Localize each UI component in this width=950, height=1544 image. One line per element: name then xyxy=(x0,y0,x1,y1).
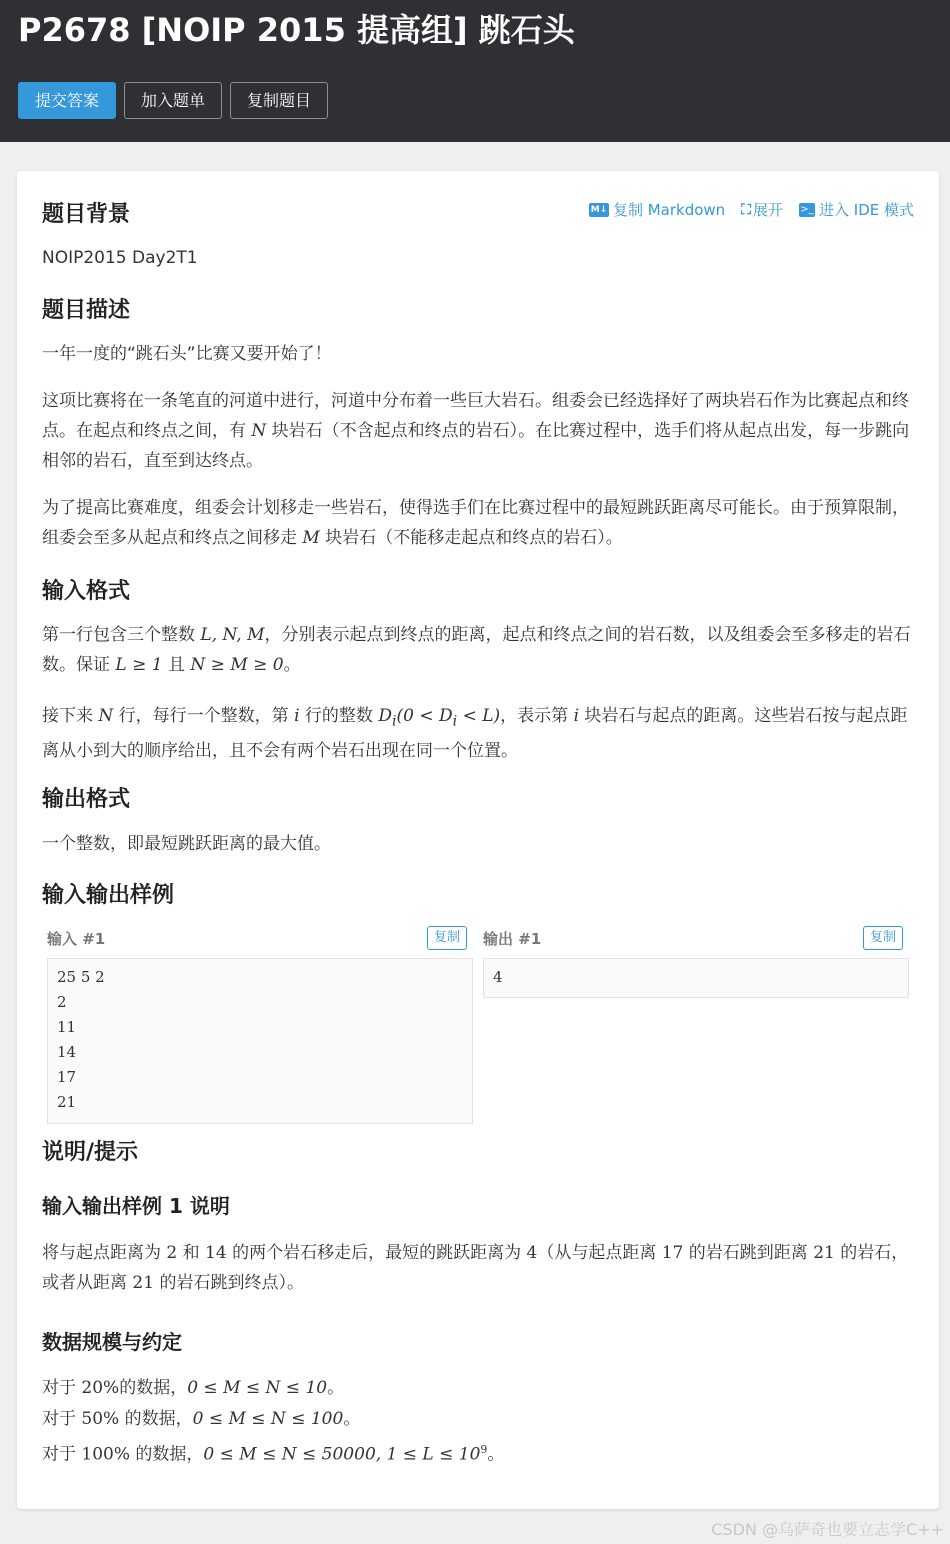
action-bar xyxy=(18,82,932,119)
input-format-heading: 输入格式 xyxy=(42,579,131,604)
sample-output-box[interactable]: 4 xyxy=(483,958,909,998)
data-scale-line-2: 对于 50% 的数据，0 ≤ M ≤ N ≤ 100。 xyxy=(42,1409,361,1429)
samples-heading: 输入输出样例 xyxy=(42,883,175,908)
sample-input-box[interactable]: 25 5 2 2 11 14 17 21 xyxy=(47,958,473,1124)
ide-mode-link[interactable] xyxy=(799,199,914,220)
output-format-text: 一个整数，即最短跳跃距离的最大值。 xyxy=(42,834,331,854)
data-scale-heading: 数据规模与约定 xyxy=(42,1330,182,1354)
watermark: CSDN @乌萨奇也要立志学C++ xyxy=(711,1520,944,1539)
description-p1: 一年一度的“跳石头”比赛又要开始了！ xyxy=(42,344,332,364)
description-heading: 题目描述 xyxy=(42,298,131,323)
expand-label: 展开 xyxy=(752,201,783,219)
input-format-p2: 接下来 N 行，每行一个整数，第 i 行的整数 $D_i(0 < D_i < L)$，表示第 i 块岩石与起点的距离。这些岩石按与起点距离从小到大的顺序给出，且不会有两个岩石出现在同一个位置。 xyxy=(42,706,908,762)
background-heading: 题目背景 xyxy=(42,202,131,227)
markdown-icon: M↓ xyxy=(590,204,608,215)
copy-markdown-label: 复制 Markdown xyxy=(612,201,726,219)
expand-link[interactable] xyxy=(741,199,783,220)
problem-toolbar xyxy=(589,199,914,220)
expand-icon: ⛶ xyxy=(741,201,749,218)
hint-heading: 说明/提示 xyxy=(42,1140,139,1165)
hint-sample-explanation-heading: 输入输出样例 1 说明 xyxy=(42,1194,230,1218)
add-to-list-button[interactable]: 加入题单 xyxy=(124,82,222,119)
copy-input-button[interactable]: 复制 xyxy=(427,926,467,950)
problem-header xyxy=(0,0,950,142)
copy-problem-button[interactable]: 复制题目 xyxy=(230,82,328,119)
sample-input-label: 输入 #1 xyxy=(47,930,106,948)
data-scale-line-1: 对于 20%的数据，0 ≤ M ≤ N ≤ 10。 xyxy=(42,1378,345,1398)
hint-sample-explanation-text: 将与起点距离为 2 和 14 的两个岩石移走后，最短的跳跃距离为 4（从与起点距离 17 的岩石跳到距离 21 的岩石，或者从距离 21 的岩石跳到终点）。 xyxy=(42,1243,909,1293)
data-scale-line-3: 对于 100% 的数据，0 ≤ M ≤ N ≤ 50000, $1 \le L \le 10^9$。 xyxy=(42,1443,505,1465)
page-title: P2678 [NOIP 2015 提高组] 跳石头 xyxy=(18,11,575,49)
input-format-p1: 第一行包含三个整数 L, N, M，分别表示起点到终点的距离，起点和终点之间的岩石数，以及组委会至多移走的岩石数。保证 L ≥ 1 且 N ≥ M ≥ 0。 xyxy=(42,625,911,675)
description-p2: 这项比赛将在一条笔直的河道中进行，河道中分布着一些巨大岩石。组委会已经选择好了两块岩石作为比赛起点和终点。在起点和终点之间，有 N 块岩石（不含起点和终点的岩石）。在比赛过程中，选手们将从起点出发，每一步跳向相邻的岩石，直至到达终点。 xyxy=(42,391,910,471)
terminal-icon: >_ xyxy=(800,203,814,215)
description-p3: 为了提高比赛难度，组委会计划移走一些岩石，使得选手们在比赛过程中的最短跳跃距离尽可能长。由于预算限制，组委会至多从起点和终点之间移走 M 块岩石（不能移走起点和终点的岩石）。 xyxy=(42,498,909,548)
ide-mode-label: 进入 IDE 模式 xyxy=(819,201,914,219)
background-text: NOIP2015 Day2T1 xyxy=(42,248,198,268)
sample-output-label: 输出 #1 xyxy=(483,930,542,948)
problem-card xyxy=(17,171,939,1509)
copy-markdown-link[interactable] xyxy=(589,199,725,220)
output-format-heading: 输出格式 xyxy=(42,787,131,812)
copy-output-button[interactable]: 复制 xyxy=(863,926,903,950)
submit-answer-button[interactable]: 提交答案 xyxy=(18,82,116,119)
